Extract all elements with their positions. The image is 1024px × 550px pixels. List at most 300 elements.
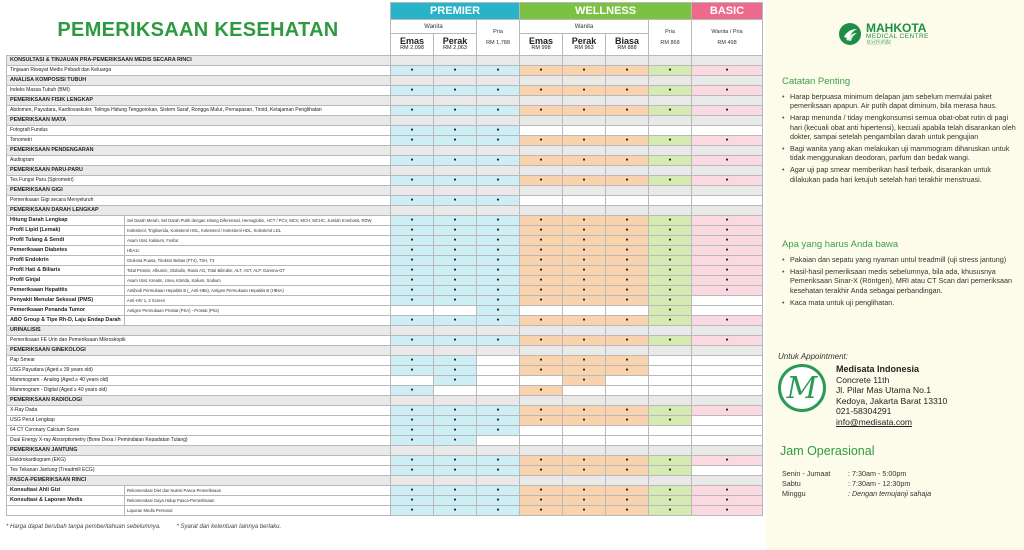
section-cell [649,116,692,126]
included-bullet-icon: ● [434,246,477,256]
exam-row [7,456,763,466]
included-bullet-icon: ● [434,416,477,426]
exam-row [7,196,763,206]
included-bullet-icon: ● [434,506,477,516]
basic-wanita-pria-label: Wanita / Pria [711,29,743,35]
section-cell [520,56,563,66]
included-bullet-icon: ● [563,366,606,376]
included-bullet-icon: ● [434,86,477,96]
included-bullet-icon: ● [649,306,692,316]
included-bullet-icon: ● [434,466,477,476]
exam-name: Tes Tekanan Jantung (Treadmill ECG) [7,466,391,476]
exam-description: Laporan Medis Personal [125,506,391,516]
tier-price-3: RM 1,788 [486,40,510,46]
included-bullet-icon: ● [434,156,477,166]
wellness-wanita-label: Wanita [520,20,649,34]
exam-name: Konsultasi & Laporan Medis [7,496,125,506]
section-cell [649,476,692,486]
exam-description: Asam Urat, Kreatin, Urea, Klorida, Kalium, Sodium [125,276,391,286]
section-cell [391,206,434,216]
empty-cell [692,356,763,366]
included-bullet-icon: ● [563,466,606,476]
exam-row [7,286,763,296]
section-title: PEMERIKSAAN FISIK LENGKAP [7,96,391,106]
included-bullet-icon: ● [563,226,606,236]
section-cell [606,346,649,356]
exam-description: HbA1c [125,246,391,256]
empty-cell [563,386,606,396]
section-cell [477,116,520,126]
note-item: • Harap menunda / tiday mengkonsumsi semua obat-obat rutin di pagi hari (kecuali obat anti hipertensi), kecuali apabila telah disarankan oleh dokter, sampai setelah pengambilan darah untuk pengujian [782,113,1018,141]
exam-name: Pemeriksaan Diabetes [7,246,125,256]
section-title: PEMERIKSAAN GINEKOLOGI [7,346,391,356]
included-bullet-icon: ● [563,276,606,286]
included-bullet-icon: ● [649,136,692,146]
empty-cell [520,376,563,386]
included-bullet-icon: ● [649,106,692,116]
wellness-header: WELLNESS [520,3,692,20]
section-cell [520,326,563,336]
empty-cell [477,356,520,366]
exam-name: Indeks Massa Tubuh (BMI) [7,86,391,96]
included-bullet-icon: ● [692,256,763,266]
tier-price-8: RM 498 [717,40,737,46]
included-bullet-icon: ● [606,256,649,266]
section-header-row [7,396,763,406]
empty-cell [649,356,692,366]
section-cell [434,396,477,406]
section-cell [391,96,434,106]
exam-row [7,316,763,326]
exam-row [7,416,763,426]
section-cell [520,186,563,196]
included-bullet-icon: ● [391,506,434,516]
section-cell [606,476,649,486]
bring-heading: Apa yang harus Anda bawa [782,239,899,250]
included-bullet-icon: ● [692,276,763,286]
section-title: ANALISA KOMPOSISI TUBUH [7,76,391,86]
section-cell [477,186,520,196]
exam-name: Profil Ginjal [7,276,125,286]
empty-cell [477,366,520,376]
section-cell [692,346,763,356]
included-bullet-icon: ● [477,126,520,136]
included-bullet-icon: ● [477,496,520,506]
exam-row [7,426,763,436]
premier-pria-label: Pria [493,29,503,35]
empty-cell [606,436,649,446]
included-bullet-icon: ● [391,456,434,466]
empty-cell [649,426,692,436]
note-item: • Bagi wanita yang akan melakukan uji mammogram diharuskan untuk tidak menggunakan deodoran, parfum dan bedak wangi. [782,144,1018,162]
section-cell [606,166,649,176]
section-cell [649,96,692,106]
included-bullet-icon: ● [434,226,477,236]
exam-row [7,376,763,386]
included-bullet-icon: ● [520,456,563,466]
section-cell [563,206,606,216]
contact-address-3: Kedoya, Jakarta Barat 13310 [836,395,948,406]
tier-emas-wellness: Emas RM 998 [520,34,563,56]
exam-row [7,66,763,76]
exam-name: USG Perut Lengkap [7,416,391,426]
contact-phone: 021-58304291 [836,406,892,417]
exam-description: Antigen Permukaan Prostat (PSA) - Prostat (Pria) [125,306,391,316]
exam-name: Penyakit Menular Seksual (PMS) [7,296,125,306]
section-cell [477,206,520,216]
included-bullet-icon: ● [477,416,520,426]
empty-cell [649,436,692,446]
section-title: KONSULTASI & TINJAUAN PRA-PEMERIKSAAN MEDIS SECARA RINCI [7,56,391,66]
exam-row [7,496,763,506]
section-title: PEMERIKSAAN PENDENGARAN [7,146,391,156]
included-bullet-icon: ● [391,286,434,296]
note-item: • Harap berpuasa minimum delapan jam sebelum memulai paket pemeriksaan apapun. Air putih dapat diminum, bila merasa haus. [782,92,1018,110]
exam-row [7,276,763,286]
included-bullet-icon: ● [477,216,520,226]
included-bullet-icon: ● [606,156,649,166]
contact-email-link[interactable]: info@medisata.com [836,416,913,427]
empty-cell [520,426,563,436]
section-cell [649,186,692,196]
included-bullet-icon: ● [391,386,434,396]
included-bullet-icon: ● [391,266,434,276]
included-bullet-icon: ● [606,66,649,76]
included-bullet-icon: ● [563,66,606,76]
exam-name: Elektrokardiogram (EKG) [7,456,391,466]
included-bullet-icon: ● [520,256,563,266]
exam-name: USG Payudara (Aged ≤ 39 years old) [7,366,391,376]
included-bullet-icon: ● [692,156,763,166]
included-bullet-icon: ● [649,86,692,96]
empty-cell [563,126,606,136]
section-cell [649,396,692,406]
empty-cell [606,426,649,436]
section-cell [477,56,520,66]
included-bullet-icon: ● [563,486,606,496]
included-bullet-icon: ● [606,456,649,466]
included-bullet-icon: ● [477,156,520,166]
bring-item: • Pakaian dan sepatu yang nyaman untul treadmill (uji stress jantung) [782,255,1018,264]
included-bullet-icon: ● [434,376,477,386]
included-bullet-icon: ● [391,86,434,96]
empty-cell [692,306,763,316]
included-bullet-icon: ● [563,376,606,386]
included-bullet-icon: ● [692,66,763,76]
hours-day: Senin - Jumaat [782,469,831,478]
exam-row [7,136,763,146]
section-cell [391,146,434,156]
included-bullet-icon: ● [520,336,563,346]
included-bullet-icon: ● [391,486,434,496]
section-cell [391,116,434,126]
section-title: PASCA-PEMERIKSAAN RINCI [7,476,391,486]
included-bullet-icon: ● [434,286,477,296]
included-bullet-icon: ● [606,356,649,366]
included-bullet-icon: ● [649,266,692,276]
included-bullet-icon: ● [606,496,649,506]
included-bullet-icon: ● [563,496,606,506]
section-cell [563,76,606,86]
package-table [6,2,763,516]
included-bullet-icon: ● [692,236,763,246]
included-bullet-icon: ● [649,176,692,186]
section-cell [391,346,434,356]
section-title: PEMERIKSAAN MATA [7,116,391,126]
section-cell [649,56,692,66]
included-bullet-icon: ● [563,246,606,256]
section-cell [434,446,477,456]
included-bullet-icon: ● [692,316,763,326]
included-bullet-icon: ● [692,456,763,466]
section-cell [563,446,606,456]
included-bullet-icon: ● [692,266,763,276]
included-bullet-icon: ● [520,266,563,276]
exam-name: Mammogram - Analog (Aged ≥ 40 years old) [7,376,391,386]
included-bullet-icon: ● [434,256,477,266]
exam-name: Profil Tulang & Sendi [7,236,125,246]
section-cell [391,326,434,336]
tier-price-7: RM 868 [660,40,680,46]
section-cell [606,76,649,86]
premier-wanita-label: Wanita [391,20,477,34]
empty-cell [692,436,763,446]
tier-perak-premier: Perak RM 2,063 [434,34,477,56]
section-cell [520,166,563,176]
included-bullet-icon: ● [477,226,520,236]
exam-name: Tonometri [7,136,391,146]
section-cell [692,476,763,486]
section-title: PEMERIKSAAN RADIOLOGI [7,396,391,406]
exam-name: Profil Hati & Biliaris [7,266,125,276]
included-bullet-icon: ● [649,246,692,256]
empty-cell [520,436,563,446]
section-cell [606,186,649,196]
included-bullet-icon: ● [606,136,649,146]
empty-cell [477,436,520,446]
section-cell [477,476,520,486]
included-bullet-icon: ● [649,216,692,226]
included-bullet-icon: ● [391,316,434,326]
included-bullet-icon: ● [520,486,563,496]
exam-name: Audiogram [7,156,391,166]
section-cell [520,146,563,156]
section-cell [520,446,563,456]
section-cell [520,116,563,126]
included-bullet-icon: ● [520,496,563,506]
included-bullet-icon: ● [391,126,434,136]
included-bullet-icon: ● [391,436,434,446]
section-cell [520,206,563,216]
section-header-row [7,446,763,456]
included-bullet-icon: ● [477,66,520,76]
section-title: PEMERIKSAAN DARAH LENGKAP [7,206,391,216]
section-cell [434,96,477,106]
wellness-pria-label: Pria [665,29,675,35]
included-bullet-icon: ● [692,336,763,346]
included-bullet-icon: ● [434,366,477,376]
section-header-row [7,206,763,216]
included-bullet-icon: ● [391,366,434,376]
exam-description: Rekomendasi Gaya Hidup Pasca-Pemeriksaan [125,496,391,506]
included-bullet-icon: ● [606,246,649,256]
empty-cell [692,196,763,206]
included-bullet-icon: ● [434,356,477,366]
included-bullet-icon: ● [606,336,649,346]
included-bullet-icon: ● [477,426,520,436]
exam-row [7,256,763,266]
section-cell [477,326,520,336]
exam-name: Pemeriksaan FE Urin dan Pemeriksaan Mikroskopik [7,336,391,346]
included-bullet-icon: ● [434,406,477,416]
included-bullet-icon: ● [649,336,692,346]
included-bullet-icon: ● [391,256,434,266]
included-bullet-icon: ● [606,226,649,236]
included-bullet-icon: ● [520,106,563,116]
logo-subtitle: MEDICAL CENTRE [866,33,929,41]
hours-time: : 7:30am - 12:30pm [848,479,911,488]
medisata-logo: M [778,364,826,412]
included-bullet-icon: ● [563,156,606,166]
exam-row [7,356,763,366]
exam-name: Tinjauan Riwayat Medis Pribadi dan Keluarga [7,66,391,76]
contact-address-1: Concrete 11th [836,374,890,385]
appointment-contact [778,364,947,428]
section-cell [434,146,477,156]
included-bullet-icon: ● [563,336,606,346]
included-bullet-icon: ● [434,126,477,136]
included-bullet-icon: ● [434,236,477,246]
section-header-row [7,476,763,486]
section-cell [391,56,434,66]
included-bullet-icon: ● [606,506,649,516]
exam-name: 64 CT Coronary Calcium Score [7,426,391,436]
exam-row [7,246,763,256]
exam-name: Tes Fungsi Paru (Spirometri) [7,176,391,186]
included-bullet-icon: ● [649,506,692,516]
included-bullet-icon: ● [606,236,649,246]
included-bullet-icon: ● [563,416,606,426]
hours-time: : Dengan temujanji sahaja [848,489,932,498]
included-bullet-icon: ● [391,276,434,286]
section-cell [391,396,434,406]
included-bullet-icon: ● [434,456,477,466]
exam-name: Abdomen, Payudara, Kardiovaskuler, Telinga Hidung Tenggorokan, Sistem Saraf, Rongga Mulut, Pernapasan, Tiroid, Ketajaman Penglihatan [7,106,391,116]
empty-cell [606,306,649,316]
included-bullet-icon: ● [563,176,606,186]
included-bullet-icon: ● [477,506,520,516]
section-cell [563,166,606,176]
exam-description: Total Protein, Albumin, Globulin, Rasio AG, Total Bilirubin, ALT, AST, ALP, Gamma-GT [125,266,391,276]
section-cell [520,346,563,356]
included-bullet-icon: ● [477,276,520,286]
exam-description [125,316,391,326]
included-bullet-icon: ● [606,366,649,376]
section-cell [477,446,520,456]
exam-row [7,336,763,346]
included-bullet-icon: ● [434,426,477,436]
logo-name: MAHKOTA [866,21,927,36]
section-cell [520,96,563,106]
section-cell [692,186,763,196]
included-bullet-icon: ● [434,216,477,226]
included-bullet-icon: ● [649,156,692,166]
included-bullet-icon: ● [649,466,692,476]
included-bullet-icon: ● [477,136,520,146]
included-bullet-icon: ● [563,286,606,296]
included-bullet-icon: ● [692,226,763,236]
tier-emas-premier: Emas RM 2,098 [391,34,434,56]
section-cell [477,346,520,356]
included-bullet-icon: ● [391,196,434,206]
empty-cell [520,126,563,136]
included-bullet-icon: ● [391,336,434,346]
section-header-row [7,326,763,336]
empty-cell [391,306,434,316]
section-cell [391,166,434,176]
empty-cell [477,376,520,386]
included-bullet-icon: ● [649,486,692,496]
included-bullet-icon: ● [391,226,434,236]
included-bullet-icon: ● [606,466,649,476]
what-to-bring [782,239,1018,310]
included-bullet-icon: ● [649,316,692,326]
exam-row [7,506,763,516]
included-bullet-icon: ● [563,216,606,226]
included-bullet-icon: ● [477,306,520,316]
exam-name: Pemeriksaan Hepatitis [7,286,125,296]
included-bullet-icon: ● [692,506,763,516]
section-cell [692,166,763,176]
exam-description: Anti-HIV 1, 2 Screen [125,296,391,306]
included-bullet-icon: ● [391,406,434,416]
empty-cell [649,376,692,386]
section-cell [692,56,763,66]
included-bullet-icon: ● [477,256,520,266]
included-bullet-icon: ● [520,276,563,286]
premier-header: PREMIER [391,3,520,20]
exam-name: ABO Group & Tipe Rh-D, Laju Endap Darah [7,316,125,326]
section-header-row [7,346,763,356]
empty-cell [692,296,763,306]
section-cell [692,116,763,126]
included-bullet-icon: ● [692,286,763,296]
included-bullet-icon: ● [391,246,434,256]
exam-row [7,366,763,376]
section-header-row [7,76,763,86]
included-bullet-icon: ● [649,226,692,236]
exam-name: Pap Smear [7,356,391,366]
exam-name [7,506,125,516]
footnote-price: * Harga dapat berubah tanpa pemberitahuan sebelumnya. [6,524,161,530]
section-cell [692,326,763,336]
included-bullet-icon: ● [477,336,520,346]
exam-rows [7,56,763,516]
section-title: PEMERIKSAAN GIGI [7,186,391,196]
exam-row [7,86,763,96]
included-bullet-icon: ● [520,156,563,166]
exam-row [7,176,763,186]
empty-cell [692,416,763,426]
section-cell [391,446,434,456]
included-bullet-icon: ● [649,236,692,246]
included-bullet-icon: ● [520,406,563,416]
section-title: URINALISIS [7,326,391,336]
exam-row [7,296,763,306]
section-cell [606,146,649,156]
included-bullet-icon: ● [520,356,563,366]
included-bullet-icon: ● [434,486,477,496]
